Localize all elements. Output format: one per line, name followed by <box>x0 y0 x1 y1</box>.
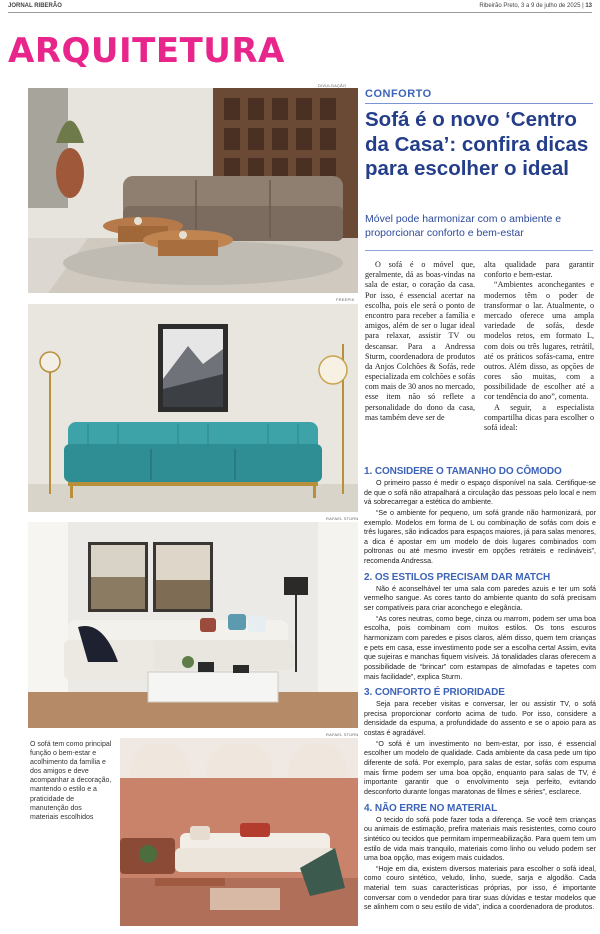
paragraph: alta qualidade para garantir conforto e bem-estar. <box>484 260 594 280</box>
paragraph: “Hoje em dia, existem diversos materiais para escolher o sofá ideal, como couro sintético, veludo, linho, suede, sarja e algodão. Cada material tem suas características próprias, por isso, é importante conversar com o vendedor para tirar suas dúvidas e testar modelos que se alinhem com o seu estilo de vida”, indica a coordenadora de produtos. <box>364 864 596 912</box>
photo-credit: RAFAEL STURN <box>326 516 359 521</box>
paragraph: Seja para receber visitas e conversar, ler ou assistir TV, o sofá precisa proporcionar conforto acima de tudo. Por isso, considere a densidade da espuma, a profundidade do assento e se o apoio para as costas é agradável. <box>364 700 596 738</box>
article-headline: Sofá é o novo ‘Centro da Casa’: confira dicas para escolher o ideal <box>365 108 589 181</box>
paragraph: “As cores neutras, como bege, cinza ou marrom, podem ser uma boa escolha, pois combinam com muitos estilos. Os tons escuros harmonizam com paredes e pisos claros, além disso, quem tem crianças e pets em casa, esse investimento pode ser a escolha certa! Assim, evita que sujeiras e manchas fiquem visíveis. Já tonalidades claras oferecem a possibilidade de “brincar” com estampas de almofadas e tapetes com mais facilidade”, explica Sturm. <box>364 614 596 681</box>
divider <box>365 250 593 251</box>
tip-section <box>364 466 596 567</box>
photo-credit: DIVULGAÇÃO <box>318 83 347 88</box>
article-intro-column-1 <box>365 260 475 423</box>
article-deck: Móvel pode harmonizar com o ambiente e proporcionar conforto e bem-estar <box>365 213 562 240</box>
paragraph: “Se o ambiente for pequeno, um sofá grande não harmonizará, por exemplo. Modelos em forma de L ou combinação de sofás com dois e três lugares, são indicados para espaços maiores, já para salas menores, a dica é apostar em um modelo de dois lugares combinados com poltronas ou até mesmo investir em opções retráteis e reclináveis”, recomenda Andressa. <box>364 508 596 566</box>
article-kicker: CONFORTO <box>365 88 593 104</box>
tip-heading: 1. CONSIDERE O TAMANHO DO CÔMODO <box>364 466 562 477</box>
tip-heading: 3. CONFORTO É PRIORIDADE <box>364 687 505 699</box>
photo-grey-sofa-living-room <box>28 88 358 293</box>
publication-name: JORNAL RIBERÃO <box>8 3 62 9</box>
paragraph: Não é aconselhável ter uma sala com paredes azuis e ter um sofá vermelho sangue. As cores tanto do ambiente quanto do sofá precisam ser compatíveis para criar aconchego e elegância. <box>364 584 596 613</box>
dateline: Ribeirão Preto, 3 a 9 de julho de 2025 | 13 <box>479 3 592 9</box>
tip-section <box>364 803 596 913</box>
photo-teal-sofa <box>28 304 358 512</box>
photo-credit: RAFAEL STURN <box>326 732 359 737</box>
photo-white-sectional <box>28 522 358 728</box>
tip-heading: 4. NÃO ERRE NO MATERIAL <box>364 802 498 814</box>
photo-terracotta-living-room <box>120 738 358 926</box>
article-intro-column-2 <box>484 260 594 433</box>
tip-section <box>364 687 596 797</box>
paragraph: O sofá é o móvel que, geralmente, dá as boas-vindas na sala de estar, o coração da casa. Por isso, é essencial acertar na escolha, pois ele será o ponto de encontro para receber a família e amigos, além de ser o lugar ideal para relaxar, assistir TV ou descansar. Para a Andressa Sturm, coordenadora de produtos da Anjos Colchões & Sofás, rede especializada em colchões e sofás com mais de 30 anos no mercado, esse item não só reflete a personalidade do dono da casa, mas também deve ser de <box>365 260 475 422</box>
page-header <box>8 2 592 13</box>
paragraph: “Ambientes aconchegantes e modernos têm o poder de transformar o lar. Atualmente, o mercado oferece uma ampla variedade de sofás, desde modelos retos, em formato L, com dois ou três lugares, retrátil, até os práticos sofás-cama, entre outros. Além disso, as opções de cores são muitas, com a possibilidade de escolher até a cor tendência do ano”, comenta. <box>484 280 594 402</box>
tip-heading: 2. OS ESTILOS PRECISAM DAR MATCH <box>364 571 551 583</box>
photo-credit: FREEPIK <box>336 297 355 302</box>
paragraph: O tecido do sofá pode fazer toda a diferença. Se você tem crianças ou animais de estimação, prefira materiais mais resistentes, como couro sintético ou tecidos que permitam impermeabilização. Para quem tem um estilo de vida mais tranquilo, materiais como linho ou veludo podem ser uma boa opção, mas exigem mais cuidados. <box>364 815 596 863</box>
paragraph: A seguir, a especialista compartilha dicas para escolher o sofá ideal: <box>484 402 594 432</box>
paragraph: O primeiro passo é medir o espaço disponível na sala. Certifique-se de que o sofá não atrapalhará a circulação das pessoas pelo local e nem vá sobrecarregar a estética do ambiente. <box>364 479 596 507</box>
photo-caption: O sofá tem como principal função o bem-estar e acolhimento da família e dos amigos e deve acompanhar a decoração, mantendo o estilo e a praticidade de manutenção dos materiais escolhidos <box>30 741 112 821</box>
tip-section <box>364 572 596 682</box>
section-title: ARQUITETURA <box>8 31 285 71</box>
paragraph: “O sofá é um investimento no bem-estar, por isso, é essencial escolher um modelo de qualidade. Cada ambiente da casa pede um tipo diferente de sofá. Por exemplo, para salas de estar, sofás com espuma mais firme podem ser uma boa opção, enquanto para salas de TV, é importante garantir que o envolvimento seja perfeito, evitando desconforto durante longas maratonas de filmes e séries”, esclarece. <box>364 739 596 796</box>
tips-list <box>364 466 596 914</box>
